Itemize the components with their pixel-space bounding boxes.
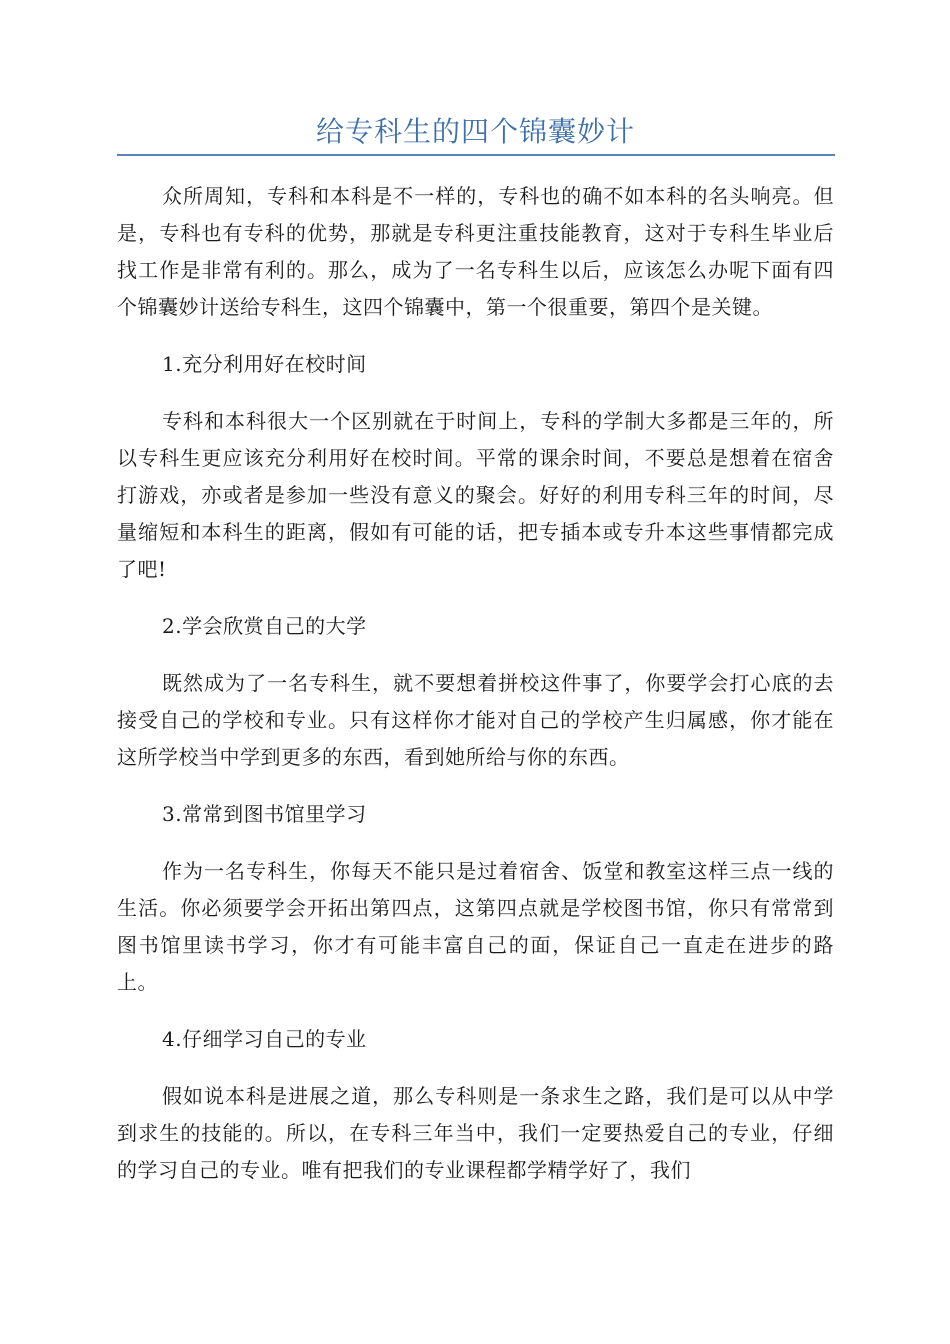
tip1-heading: 1.充分利用好在校时间: [162, 352, 367, 376]
tip2-paragraph: 既然成为了一名专科生，就不要想着拼校这件事了，你要学会打心底的去接受自己的学校和专业。只有这样你才能对自己的学校产生归属感，你才能在这所学校当中学到更多的东西，看到她所给与你的东西。: [117, 671, 834, 769]
tip1-paragraph: 专科和本科很大一个区别就在于时间上，专科的学制大多都是三年的，所以专科生更应该充分利用好在校时间。平常的课余时间，不要总是想着在宿舍打游戏，亦或者是参加一些没有意义的聚会。好好的利用专科三年的时间，尽量缩短和本科生的距离，假如有可能的话，把专插本或专升本这些事情都完成了吧!: [117, 409, 834, 581]
document-title: 给专科生的四个锦囊妙计: [315, 115, 635, 148]
document-body: [117, 170, 834, 1189]
tip2-heading: 2.学会欣赏自己的大学: [162, 614, 367, 638]
tip3-paragraph: 作为一名专科生，你每天不能只是过着宿舍、饭堂和教室这样三点一线的生活。你必须要学会开拓出第四点，这第四点就是学校图书馆，你只有常常到图书馆里读书学习，你才有可能丰富自己的面，保证自己一直走在进步的路上。: [117, 859, 834, 994]
tip3-heading: 3.常常到图书馆里学习: [162, 802, 367, 826]
tip4-paragraph: 假如说本科是进展之道，那么专科则是一条求生之路，我们是可以从中学到求生的技能的。所以，在专科三年当中，我们一定要热爱自己的专业，仔细的学习自己的专业。唯有把我们的专业课程都学精学好了，我们: [117, 1084, 834, 1182]
title-underline: [117, 154, 835, 156]
tip4-heading: 4.仔细学习自己的专业: [162, 1027, 367, 1051]
intro-paragraph: 众所周知，专科和本科是不一样的，专科也的确不如本科的名头响亮。但是，专科也有专科的优势，那就是专科更注重技能教育，这对于专科生毕业后找工作是非常有利的。那么，成为了一名专科生以后，应该怎么办呢下面有四个锦囊妙计送给专科生，这四个锦囊中，第一个很重要，第四个是关键。: [117, 184, 834, 319]
